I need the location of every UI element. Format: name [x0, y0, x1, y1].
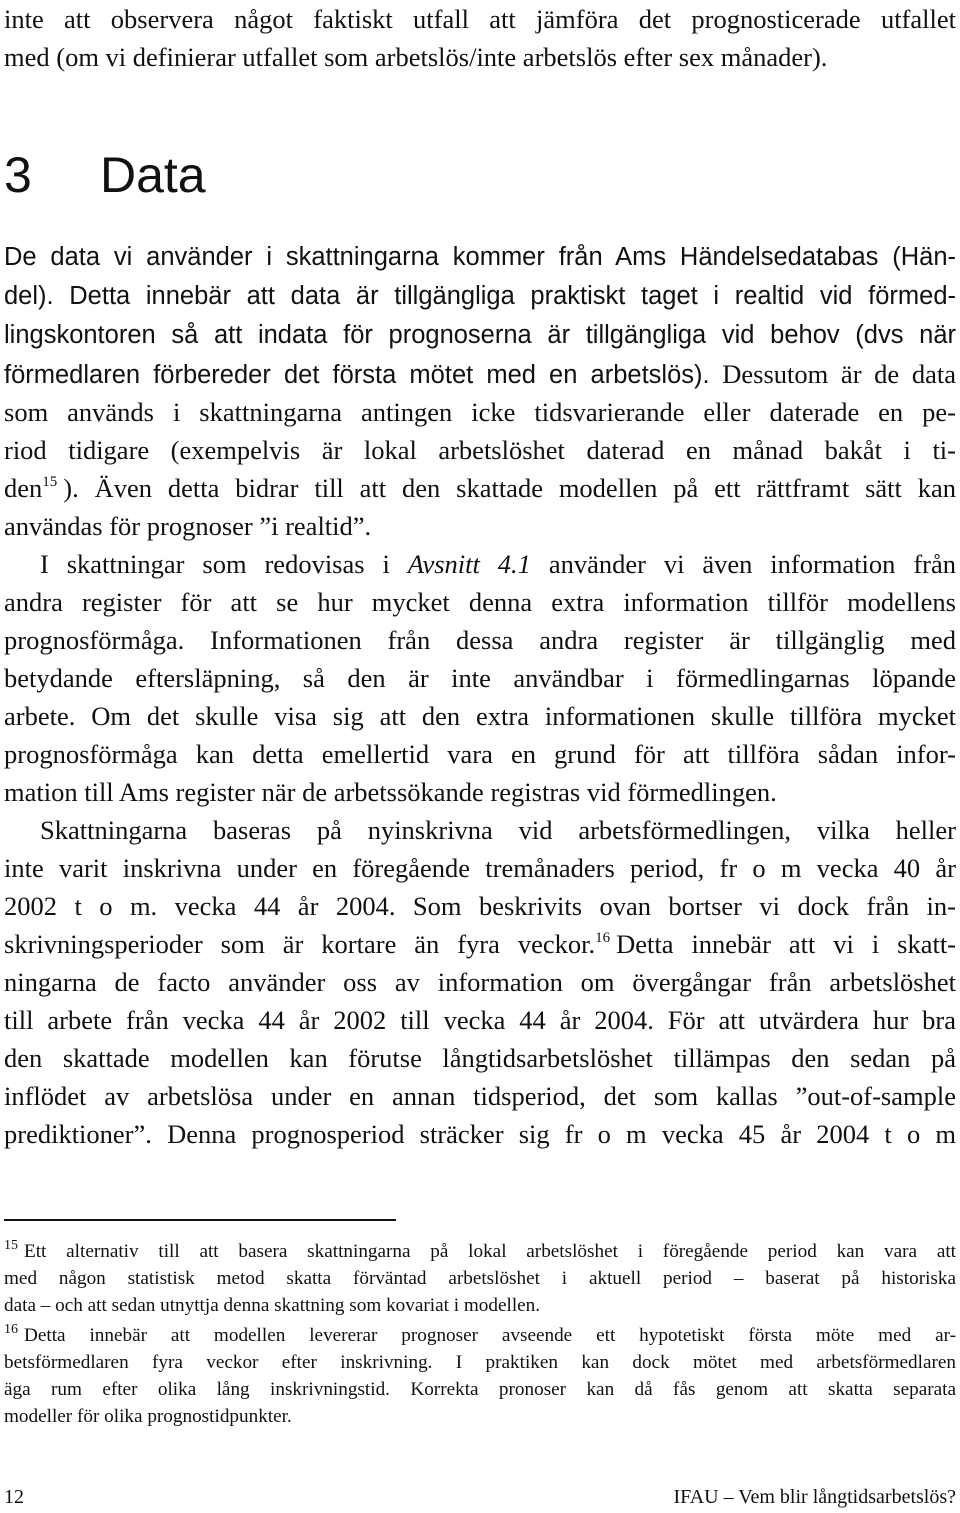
section-reference[interactable]: Avsnitt 4.1	[407, 549, 531, 579]
body-line: den skattade modellen kan förutse långtidsarbetslöshet tillämpas den sedan på	[4, 1043, 956, 1073]
body-line: riod tidigare (exempelvis är lokal arbetslöshet daterad en månad bakåt i ti-	[4, 435, 956, 465]
body-line: prediktioner”. Denna prognosperiod sträcker sig fr o m vecka 45 år 2004 t o m	[4, 1119, 956, 1149]
body-line: skrivningsperioder som är kortare än fyra veckor.$^{16}$ Detta innebär att vi i skatt-	[4, 929, 957, 959]
section-title: Data	[100, 147, 206, 203]
body-line: förmedlaren förbereder det första mötet med en arbetslös). Dessutom är de data	[4, 359, 956, 389]
body-line: till arbete från vecka 44 år 2002 till vecka 44 år 2004. För att utvärdera hur bra	[4, 1005, 956, 1035]
footnote-separator	[4, 1219, 396, 1221]
body-line: inflödet av arbetslösa under en annan tidsperiod, det som kallas ”out-of-sample	[4, 1081, 956, 1111]
body-line: den$^{15}$ ). Även detta bidrar till att den skattade modellen på ett rättframt sätt kan	[4, 473, 956, 503]
body-line: I skattningar som redovisas i Avsnitt 4.1 använder vi även information från	[40, 549, 956, 579]
footnote-line: modeller för olika prognostidpunkter.	[4, 1406, 292, 1427]
body-line: Skattningarna baseras på nyinskrivna vid arbetsförmedlingen, vilka heller	[40, 815, 956, 845]
body-line: som används i skattningarna antingen icke tidsvarierande eller daterade en pe-	[4, 397, 956, 427]
section-heading	[4, 140, 206, 210]
body-line: arbete. Om det skulle visa sig att den extra informationen skulle tillföra mycket	[4, 701, 956, 731]
body-line: del). Detta innebär att data är tillgängliga praktiskt taget i realtid vid förmed-	[4, 282, 956, 310]
body-line: lingskontoren så att indata för prognoserna är tillgängliga vid behov (dvs när	[4, 321, 956, 349]
footnote-16: $^{16}$ Detta innebär att modellen levererar prognoser avseende ett hypotetiskt första möte med ar-	[4, 1322, 956, 1346]
body-line: inte att observera något faktiskt utfall att jämföra det prognosticerade utfallet	[4, 4, 956, 34]
footnote-ref-15[interactable]: 15	[42, 474, 58, 490]
body-line: andra register för att se hur mycket denna extra information tillför modellens	[4, 587, 956, 617]
footnote-number: 15	[4, 1238, 18, 1253]
body-line: betydande eftersläpning, så den är inte användbar i förmedlingarnas löpande	[4, 663, 956, 693]
running-title: IFAU – Vem blir långtidsarbetslös?	[673, 1486, 956, 1508]
footnote-15: $^{15}$ Ett alternativ till att basera skattningarna på lokal arbetslöshet i föregående period kan vara att	[4, 1238, 956, 1262]
section-number: 3	[4, 147, 32, 203]
body-line: med (om vi definierar utfallet som arbetslös/inte arbetslös efter sex månader).	[4, 42, 828, 72]
footnote-line: äga rum efter olika lång inskrivningstid. Korrekta pronoser kan då fås genom att skatta separata	[4, 1379, 956, 1400]
body-line: ningarna de facto använder oss av information om övergångar från arbetslöshet	[4, 967, 956, 997]
footnote-line: betsförmedlaren fyra veckor efter inskrivning. I praktiken kan dock mötet med arbetsförmedlaren	[4, 1352, 956, 1373]
body-line: 2002 t o m. vecka 44 år 2004. Som beskrivits ovan bortser vi dock från in-	[4, 891, 956, 921]
body-line: användas för prognoser ”i realtid”.	[4, 511, 372, 541]
page-number: 12	[4, 1486, 24, 1508]
body-line: mation till Ams register när de arbetssökande registras vid förmedlingen.	[4, 777, 777, 807]
footnote-line: data – och att sedan utnyttja denna skattning som kovariat i modellen.	[4, 1295, 541, 1316]
body-line: De data vi använder i skattningarna kommer från Ams Händelsedatabas (Hän-	[4, 243, 956, 271]
body-line: inte varit inskrivna under en föregående tremånaders period, fr o m vecka 40 år	[4, 853, 956, 883]
footnote-ref-16[interactable]: 16	[595, 930, 611, 946]
body-line: prognosförmåga. Informationen från dessa andra register är tillgänglig med	[4, 625, 956, 655]
footnote-line: med någon statistisk metod skatta förväntad arbetslöshet i aktuell period – baserat på historiska	[4, 1268, 956, 1289]
body-line: prognosförmåga kan detta emellertid vara en grund för att tillföra sådan infor-	[4, 739, 956, 769]
footnote-number: 16	[4, 1322, 18, 1337]
